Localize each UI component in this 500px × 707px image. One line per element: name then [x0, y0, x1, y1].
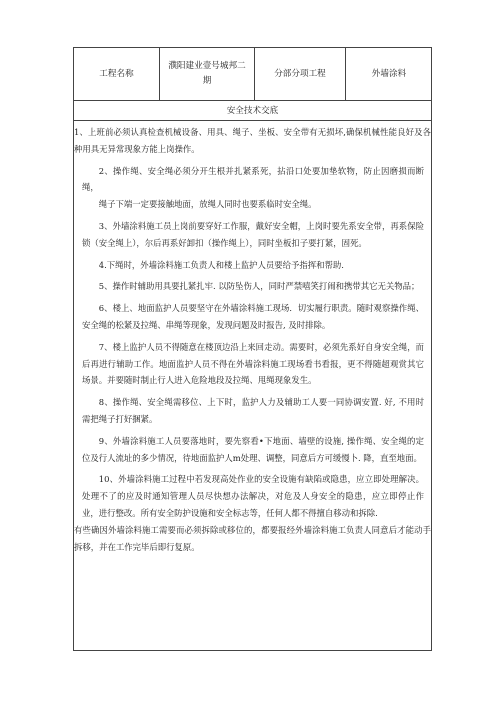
paragraph-2-cont: 绳子下端一定要接触地面，放绳人同时也要系临时安全绳。	[98, 199, 317, 210]
paragraph-2: 2、操作绳、安全绳必须分开生根并扎紧系死，拈沿口处要加垫软物，防止因磨损而断绳，	[82, 165, 424, 193]
paragraph-6: 6、楼上、地面监护人员要坚守在外墙涂料施工现场．切实履行职责。随时观察操作绳、安全绳的松紧及拉绳、串绳等现象，发现问题及时报告, 及时排除。	[82, 303, 424, 330]
paragraph-4: 4.下绳时，外墙涂料施工负责人和楼上监护人员要给予指挥和帮助.	[98, 259, 344, 270]
disclosure-body	[74, 124, 431, 644]
paragraph-8: 8、操作绳、安全绳需移位、上下时，监护人力及辅助工人要一同协调安置. 好, 不用时需把绳子打好捆紧。	[82, 397, 424, 424]
paragraph-1: 1、上班前必须认真检查机械设备、用具、绳子、坐板、安全带有无损坏,确保机械性能良好及各种用具无异常现象方能上岗操作。	[74, 127, 431, 154]
paragraph-3: 3、外墙涂料施工员上岗前要穿好工作服，戴好安全帽，上岗时要先系安全带，再系保险锁（安全绳上），尔后再系好卸扣（操作绳上），同时坐板扣子要打紧，固死。	[82, 220, 424, 248]
paragraph-9: 9、外墙涂料施工人员要落地时，要先察看•下地面、墙壁的设施, 操作绳、安全绳的定位及行人流址的多少情况，待地面监护人m处理、调整，同意后方可缓慢卜. 降，直至地面。	[82, 435, 424, 463]
paragraph-10: 10、外墙涂料施工过程中若发现高处作业的安全设施有缺陷或隐患，应立即处理解决。处理不了的应及时通知管理人员尽快想办法解决，对危及人身安全的隐患，应立即停止作业，进行整改。所有安全防护设施和安全标志等，任何人都不得擅自移动和拆除.	[82, 474, 424, 518]
section-title: 安全技术交底	[74, 100, 431, 121]
paragraph-5: 5、操作时辅助用具要扎紧扎牢. 以防坠伤人，同时严禁嘻笑打闹和携带其它无关物品；	[98, 281, 420, 292]
paragraph-10-cont: 有些确因外墙涂料施工需要而必须拆除或移位的，都要报经外墙涂料施工负责人同意后才能动手拆移，并在工作完毕后即行复原。	[74, 524, 431, 552]
project-name-label: 工程名称	[74, 48, 160, 100]
project-name-value: 濮阳建业壹号城邦二期	[160, 48, 255, 100]
paragraph-7: 7、楼上监护人员不得随意在楼顶边沿上来回走动。需要时，必须先系好自身安全绳，而后再进行辅助工作。地面监护人员不得在外墙涂料施工现场看书看报，更不得随超观赏其它场景。并要随时制止行人进入危险地段及拉绳、甩绳现象发生。	[82, 341, 424, 386]
header-row	[74, 48, 431, 101]
sub-project-value: 外墙涂料	[371, 68, 407, 79]
sub-project-label: 分部分项工程	[255, 48, 346, 100]
safety-disclosure-form	[73, 47, 432, 651]
